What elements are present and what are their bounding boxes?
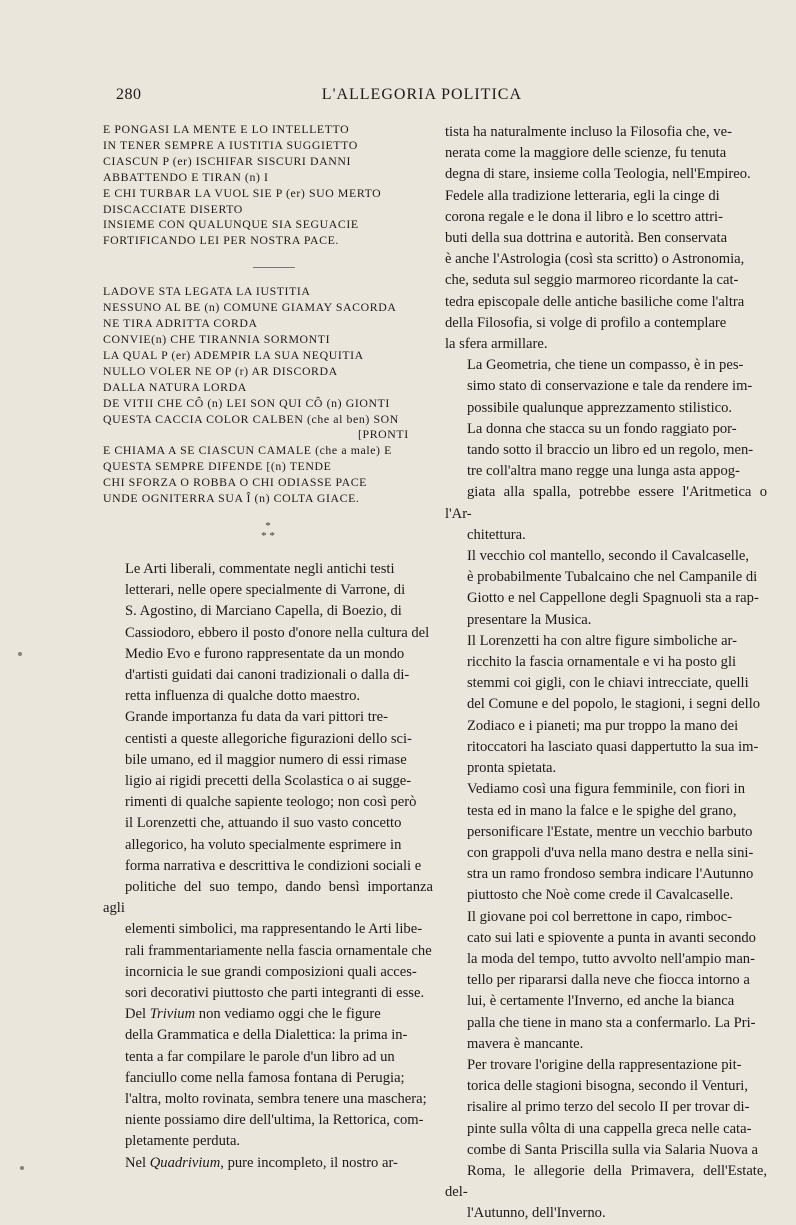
asterism-top: * bbox=[265, 519, 271, 532]
text-line: combe di Santa Priscilla sulla via Salaria Nuova a bbox=[467, 1141, 758, 1158]
text-line: ritoccatori ha lasciato quasi dappertutto la sua im- bbox=[467, 738, 759, 755]
verse-block-2 bbox=[103, 284, 433, 507]
paragraph bbox=[103, 1153, 433, 1174]
text-line: l'altra, molto rovinata, sembra tenere una maschera; bbox=[125, 1091, 427, 1108]
asterism-ornament bbox=[103, 521, 433, 541]
paragraph bbox=[445, 122, 767, 355]
text-line: stemmi coi gigli, con le chiavi intrecciate, quelli bbox=[467, 675, 749, 692]
text-line: della Grammatica e della Dialettica: la prima in- bbox=[125, 1027, 408, 1044]
text-line: tedra episcopale delle antiche basiliche come l'altra bbox=[445, 293, 745, 310]
verse-line: FORTIFICANDO LEI PER NOSTRA PACE. bbox=[103, 233, 339, 248]
text-line: Nel Quadrivium, pure incompleto, il nostro ar- bbox=[125, 1154, 398, 1171]
text-line: della Filosofia, si volge di profilo a contemplare bbox=[445, 314, 727, 331]
text-line: tista ha naturalmente incluso la Filosofia che, ve- bbox=[445, 124, 732, 140]
text-line: simo stato di conservazione e tale da rendere im- bbox=[467, 378, 753, 395]
verse-line: QUESTA SEMPRE DIFENDE [(n) TENDE bbox=[103, 459, 332, 474]
text-line: centisti a queste allegoriche figurazioni dello sci- bbox=[125, 730, 412, 747]
text-line: niente possiamo dire dell'ultima, la Rettorica, com- bbox=[125, 1112, 424, 1129]
verse-line: DALLA NATURA LORDA bbox=[103, 379, 247, 394]
text-line: possibile qualunque apprezzamento stilistico. bbox=[467, 399, 733, 416]
text-line: La Geometria, che tiene un compasso, è in pes- bbox=[467, 357, 744, 374]
verse-line: NE TIRA ADRITTA CORDA bbox=[103, 316, 258, 331]
verse-line: CHI SFORZA O ROBBA O CHI ODIASSE PACE bbox=[103, 475, 367, 490]
paragraph bbox=[445, 1055, 767, 1225]
verse-line: CONVIE(n) CHE TIRANNIA SORMONTI bbox=[103, 331, 331, 346]
text-line: degna di stare, insieme colla Teologia, nell'Empireo. bbox=[445, 166, 751, 183]
verse-separator-rule bbox=[253, 267, 295, 268]
text-line: tre coll'altra mano regge una lunga asta appog- bbox=[467, 463, 740, 480]
text-line: tando sotto il braccio un libro ed un regolo, men- bbox=[467, 442, 754, 459]
text-line: la sfera armillare. bbox=[445, 336, 548, 353]
text-line: politiche del suo tempo, dando bensì importanza agli bbox=[103, 878, 433, 917]
text-line: che, seduta sul seggio marmoreo ricordante la cat- bbox=[445, 272, 739, 289]
text-line: nerata come la maggiore delle scienze, fu tenuta bbox=[445, 145, 727, 162]
paragraph bbox=[103, 707, 433, 1004]
text-line: Grande importanza fu data da vari pittori tre- bbox=[125, 709, 388, 726]
text-line: Il giovane poi col berrettone in capo, rimboc- bbox=[467, 908, 733, 925]
text-line: pletamente perduta. bbox=[125, 1133, 241, 1150]
text-line: Giotto e nel Cappellone degli Spagnuoli sta a rap- bbox=[467, 590, 759, 607]
text-line: lui, è certamente l'Inverno, ed anche la bianca bbox=[467, 993, 735, 1010]
text-line: personificare l'Estate, mentre un vecchio barbuto bbox=[467, 823, 753, 840]
text-line: è anche l'Astrologia (così sta scritto) o Astronomia, bbox=[445, 251, 745, 268]
verse-line: ABBATTENDO E TIRAN (n) I bbox=[103, 169, 269, 184]
text-line: fanciullo come nella famosa fontana di Perugia; bbox=[125, 1069, 405, 1086]
text-line: mavera è mancante. bbox=[467, 1035, 584, 1052]
text-line: Del Trivium non vediamo oggi che le figure bbox=[125, 1006, 381, 1023]
paragraph bbox=[103, 559, 433, 707]
text-line: letterari, nelle opere specialmente di Varrone, di bbox=[125, 582, 406, 599]
text-line: retta influenza di qualche dotto maestro. bbox=[125, 688, 361, 705]
text-line: d'artisti guidati dai canoni tradizionali o dalla di- bbox=[125, 666, 410, 683]
text-line: ricchito la fascia ornamentale e vi ha posto gli bbox=[467, 654, 737, 671]
text-line: forma narrativa e descrittiva le condizioni sociali e bbox=[125, 857, 422, 874]
text-line: tello per ripararsi dalla neve che fiocca intorno a bbox=[467, 972, 750, 989]
verse-line: LADOVE STA LEGATA LA IUSTITIA bbox=[103, 284, 311, 299]
verse-line: UNDE OGNITERRA SUA Î (n) COLTA GIACE. bbox=[103, 491, 360, 506]
text-line: corona regale e le dona il libro e lo scettro attri- bbox=[445, 208, 723, 225]
text-line: Il Lorenzetti ha con altre figure simboliche ar- bbox=[467, 632, 737, 649]
text-line: pinte sulla vôlta di una cappella greca nelle cata- bbox=[467, 1120, 752, 1137]
text-line: incornicia le sue grandi composizioni quali acces- bbox=[125, 963, 417, 980]
text-line: Cassiodoro, ebbero il posto d'onore nella cultura del bbox=[125, 624, 430, 641]
paragraph bbox=[445, 907, 767, 1055]
text-line: Fedele alla tradizione letteraria, egli la cinge di bbox=[445, 187, 720, 204]
verse-line: DE VITII CHE CÔ (n) LEI SON QUI CÔ (n) GIONTI bbox=[103, 395, 390, 410]
text-line: presentare la Musica. bbox=[467, 611, 592, 628]
text-line: Il vecchio col mantello, secondo il Cavalcaselle, bbox=[467, 548, 750, 565]
paragraph bbox=[445, 631, 767, 779]
paragraph bbox=[103, 1004, 433, 1152]
right-column bbox=[445, 122, 767, 1225]
text-line: rali frammentariamente nella fascia ornamentale che bbox=[125, 942, 432, 959]
text-line: Zodiaco e i pianeti; ma pur troppo la mano dei bbox=[467, 717, 739, 734]
running-title: L'ALLEGORIA POLITICA bbox=[321, 86, 522, 103]
verse-line: QUESTA CACCIA COLOR CALBEN (che al ben) SON bbox=[103, 411, 399, 426]
verse-block-1 bbox=[103, 122, 433, 249]
text-line: del Comune e del popolo, le stagioni, i segni dello bbox=[467, 696, 761, 713]
text-line: stra un ramo frondoso sembra indicare l'Autunno bbox=[467, 866, 754, 883]
text-line: La donna che stacca su un fondo raggiato por- bbox=[467, 420, 737, 437]
text-line: testa ed in mano la falce e le spighe del grano, bbox=[467, 802, 737, 819]
text-line: palla che tiene in mano sta a confermarlo. La Pri- bbox=[467, 1014, 756, 1031]
verse-line: NULLO VOLER NE OP (r) AR DISCORDA bbox=[103, 363, 338, 378]
text-line: sori decorativi piuttosto che parti integranti di esse. bbox=[125, 985, 425, 1001]
text-line: Roma, le allegorie della Primavera, dell'Estate, del- bbox=[445, 1162, 767, 1201]
text-line: elementi simbolici, ma rappresentando le Arti libe- bbox=[125, 921, 423, 938]
text-line: tenta a far compilare le parole d'un libro ad un bbox=[125, 1048, 395, 1065]
text-line: pronta spietata. bbox=[467, 760, 557, 777]
text-line: il Lorenzetti che, attuando il suo vasto concetto bbox=[125, 815, 402, 832]
margin-speck bbox=[18, 652, 22, 656]
page-number: 280 bbox=[116, 86, 142, 103]
verse-line: DISCACCIATE DISERTO bbox=[103, 201, 243, 216]
verse-line: [PRONTI bbox=[358, 427, 409, 442]
page-header bbox=[116, 86, 522, 108]
verse-line: CIASCUN P (er) ISCHIFAR SISCURI DANNI bbox=[103, 153, 351, 168]
right-prose bbox=[445, 122, 767, 1225]
text-line: giata alla spalla, potrebbe essere l'Aritmetica o l'Ar- bbox=[445, 484, 767, 522]
text-line: Per trovare l'origine della rappresentazione pit- bbox=[467, 1056, 742, 1073]
text-line: rimenti di qualche sapiente teologo; non così però bbox=[125, 794, 417, 811]
verse-line: E CHI TURBAR LA VUOL SIE P (er) SUO MERTO bbox=[103, 185, 382, 200]
text-line: Vediamo così una figura femminile, con fiori in bbox=[467, 781, 746, 798]
paragraph bbox=[445, 779, 767, 906]
left-prose bbox=[103, 559, 433, 1174]
text-line: è probabilmente Tubalcaino che nel Campanile di bbox=[467, 569, 758, 586]
text-line: bile umano, ed il maggior numero di essi rimase bbox=[125, 751, 407, 768]
paragraph bbox=[445, 546, 767, 631]
text-line: Medio Evo e furono rappresentate da un mondo bbox=[125, 645, 405, 662]
text-line: con grappoli d'uva nella mano destra e nella sini- bbox=[467, 844, 754, 861]
text-line: chitettura. bbox=[467, 526, 526, 543]
text-line: ligio ai rigidi precetti della Scolastica o ai sugge- bbox=[125, 772, 412, 789]
text-line: piuttosto che Noè come crede il Cavalcaselle. bbox=[467, 887, 734, 904]
text-line: cato sui lati e spiovente a punta in avanti secondo bbox=[467, 929, 756, 946]
text-line: Le Arti liberali, commentate negli antichi testi bbox=[125, 560, 395, 577]
verse-line: LA QUAL P (er) ADEMPIR LA SUA NEQUITIA bbox=[103, 347, 364, 362]
text-line: S. Agostino, di Marciano Capella, di Boezio, di bbox=[125, 603, 402, 620]
text-line: buti della sua dottrina e autorità. Ben conservata bbox=[445, 230, 728, 247]
verse-line: IN TENER SEMPRE A IUSTITIA SUGGIETTO bbox=[103, 137, 358, 152]
text-line: l'Autunno, dell'Inverno. bbox=[467, 1205, 606, 1222]
paragraph bbox=[445, 355, 767, 419]
text-line: la moda del tempo, tutto avvolto nell'ampio man- bbox=[467, 950, 755, 967]
verse-line: INSIEME CON QUALUNQUE SIA SEGUACIE bbox=[103, 217, 359, 232]
text-line: allegorico, ha voluto specialmente esprimere in bbox=[125, 836, 402, 853]
asterism-bottom: * * bbox=[261, 529, 275, 542]
text-line: risalire al primo terzo del secolo II per trovar di- bbox=[467, 1099, 750, 1116]
left-column bbox=[103, 122, 433, 1174]
verse-line: E CHIAMA A SE CIASCUN CAMALE (che a male) E bbox=[103, 443, 392, 458]
paragraph bbox=[445, 419, 767, 546]
text-line: torica delle stagioni bisogna, secondo il Venturi, bbox=[467, 1078, 749, 1095]
margin-speck bbox=[20, 1166, 24, 1170]
verse-line: NESSUNO AL BE (n) COMUNE GIAMAY SACORDA bbox=[103, 300, 397, 315]
verse-line: E PONGASI LA MENTE E LO INTELLETTO bbox=[103, 122, 350, 136]
